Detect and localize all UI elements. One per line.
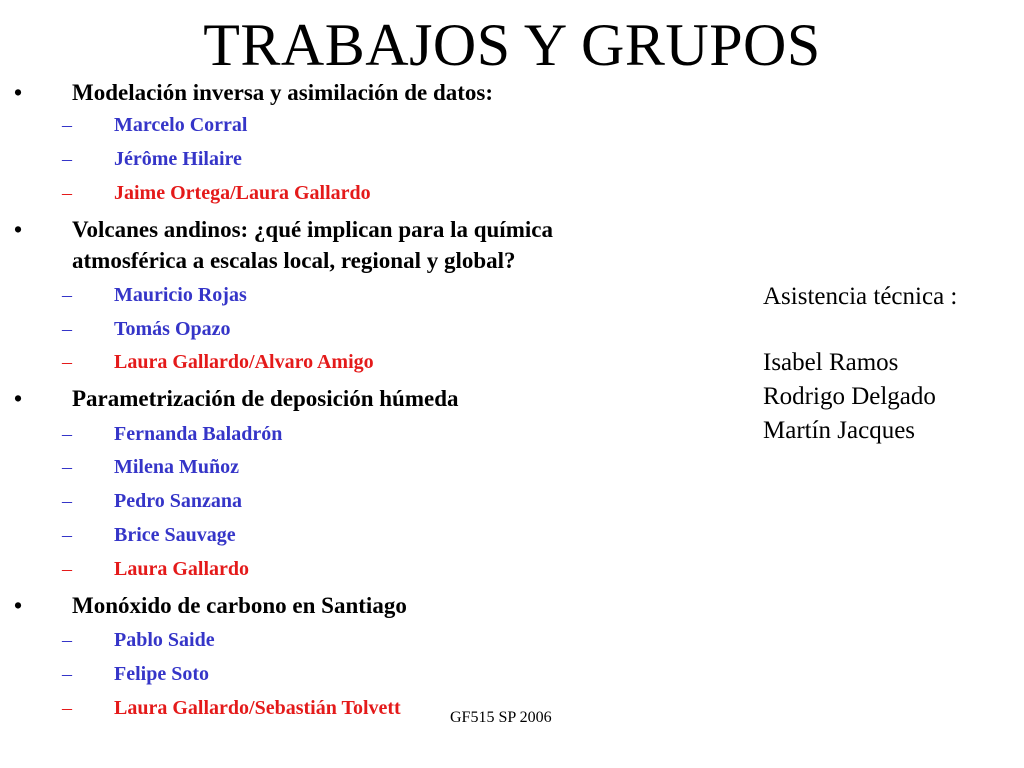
dash-icon: – (62, 182, 72, 204)
support-person: Rodrigo Delgado (763, 383, 936, 410)
slide-title: TRABAJOS Y GRUPOS (203, 12, 821, 78)
topic-title: Monóxido de carbono en Santiago (72, 593, 407, 618)
dash-icon: – (62, 423, 72, 445)
footer-label: GF515 SP 2006 (450, 709, 552, 726)
topic-title: Parametrización de deposición húmeda (72, 386, 459, 411)
member-name: Mauricio Rojas (114, 284, 247, 306)
dash-icon: – (62, 351, 72, 373)
dash-icon: – (62, 284, 72, 306)
bullet-icon: • (14, 217, 23, 242)
bullet-icon: • (14, 593, 23, 618)
topic-title: Modelación inversa y asimilación de datos: (72, 80, 494, 105)
member-name: Pablo Saide (114, 629, 215, 651)
dash-icon: – (62, 697, 72, 719)
dash-icon: – (62, 114, 72, 136)
dash-icon: – (62, 663, 72, 685)
dash-icon: – (62, 490, 72, 512)
support-person: Martín Jacques (763, 417, 916, 444)
lead-name: Jaime Ortega/Laura Gallardo (114, 182, 371, 204)
technical-support-heading: Asistencia técnica : (763, 283, 958, 310)
topic-title-line-2: atmosférica a escalas local, regional y global? (72, 248, 516, 273)
member-name: Felipe Soto (114, 663, 209, 685)
dash-icon: – (62, 148, 72, 170)
bullet-icon: • (14, 80, 23, 105)
dash-icon: – (62, 629, 72, 651)
lead-name: Laura Gallardo/Sebastián Tolvett (114, 697, 401, 719)
member-name: Marcelo Corral (114, 114, 248, 136)
dash-icon: – (62, 558, 72, 580)
dash-icon: – (62, 524, 72, 546)
lead-name: Laura Gallardo (114, 558, 250, 580)
support-person: Isabel Ramos (763, 349, 899, 376)
member-name: Fernanda Baladrón (114, 423, 283, 445)
topic-title-line-1: Volcanes andinos: ¿qué implican para la química (72, 217, 553, 242)
dash-icon: – (62, 456, 72, 478)
bullet-icon: • (14, 386, 23, 411)
lead-name: Laura Gallardo/Alvaro Amigo (114, 351, 374, 373)
dash-icon: – (62, 318, 72, 340)
member-name: Milena Muñoz (114, 456, 239, 478)
member-name: Tomás Opazo (114, 318, 231, 340)
member-name: Jérôme Hilaire (114, 148, 242, 170)
topic-andean-volcanoes (0, 214, 720, 276)
member-name: Brice Sauvage (114, 524, 236, 546)
member-name: Pedro Sanzana (114, 490, 242, 512)
